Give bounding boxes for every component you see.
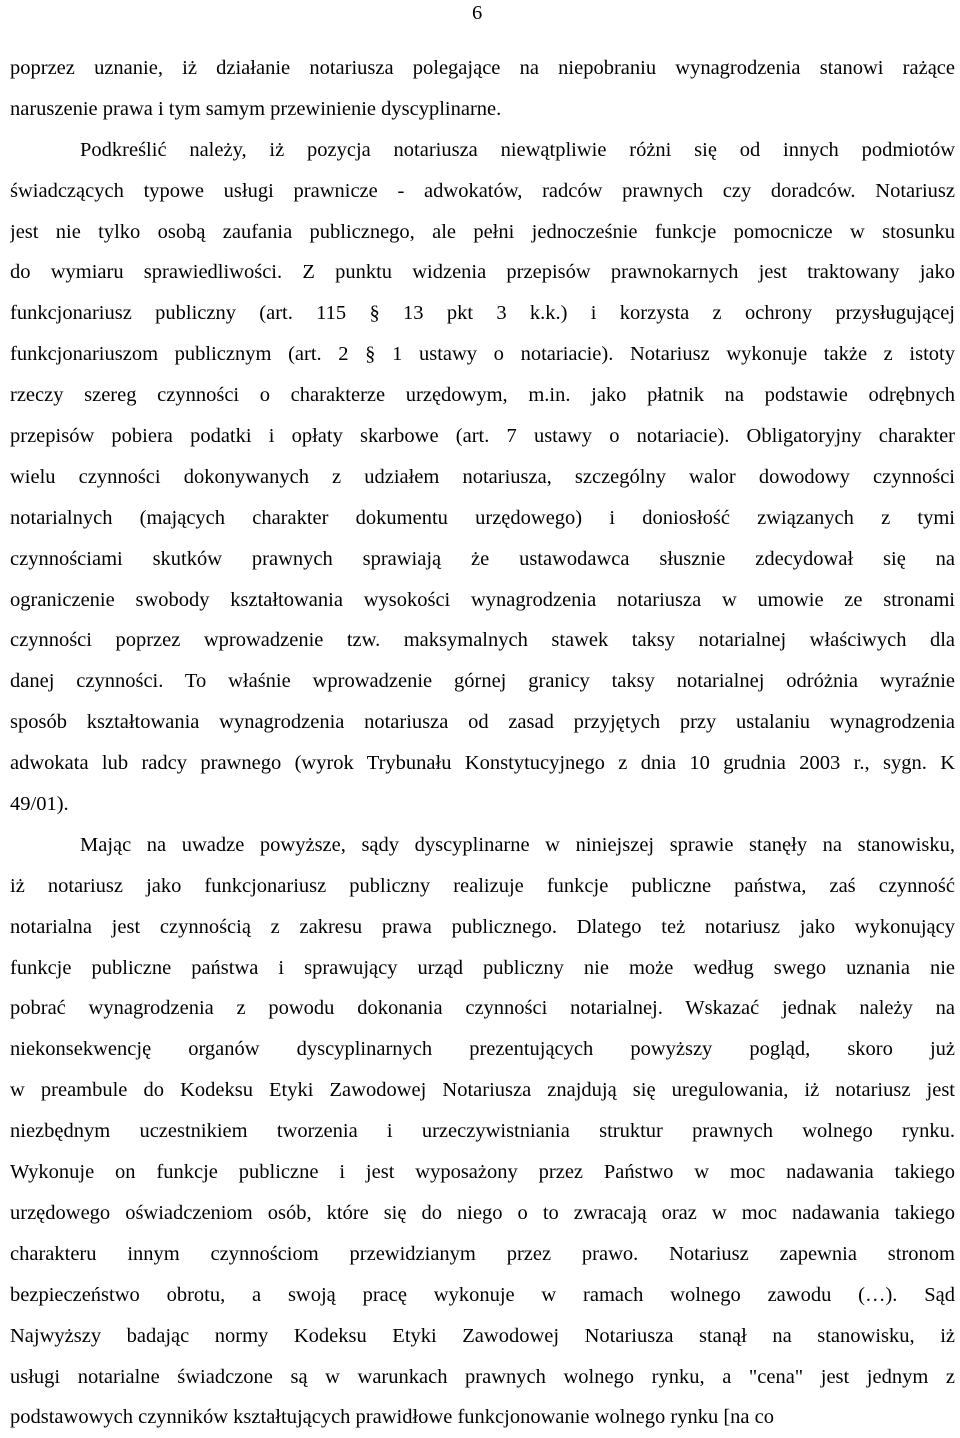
text-line: danej czynności. To właśnie wprowadzenie górnej granicy taksy notarialnej odróżnia wyraźnie: [10, 670, 955, 693]
text-line: rzeczy szereg czynności o charakterze urzędowym, m.in. jako płatnik na podstawie odrębnych: [10, 384, 955, 407]
text-line: świadczących typowe usługi prawnicze - adwokatów, radców prawnych czy doradców. Notariusz: [10, 179, 955, 202]
text-line: charakteru innym czynnościom przewidzianym przez prawo. Notariusz zapewnia stronom: [10, 1242, 955, 1265]
paragraph: [10, 825, 955, 1438]
page-number: 6: [472, 2, 483, 24]
text-line: czynności poprzez wprowadzenie tzw. maksymalnych stawek taksy notarialnej właściwych dla: [10, 629, 955, 652]
text-line: pobrać wynagrodzenia z powodu dokonania czynności notarialnej. Wskazać jednak należy na: [10, 997, 955, 1020]
text-line: Wykonuje on funkcje publiczne i jest wyposażony przez Państwo w moc nadawania takiego: [10, 1161, 955, 1184]
text-line: iż notariusz jako funkcjonariusz publiczny realizuje funkcje publiczne państwa, zaś czynność: [10, 874, 955, 897]
text-line: Najwyższy badając normy Kodeksu Etyki Zawodowej Notariusza stanął na stanowisku, iż: [10, 1324, 955, 1347]
document-body: [10, 48, 955, 1438]
text-line: naruszenie prawa i tym samym przewinienie dyscyplinarne.: [10, 97, 502, 120]
text-line: funkcjonariuszom publicznym (art. 2 § 1 ustawy o notariacie). Notariusz wykonuje także z istoty: [10, 343, 955, 366]
text-line: wielu czynności dokonywanych z udziałem notariusza, szczególny walor dowodowy czynności: [10, 465, 955, 488]
text-line: 49/01).: [10, 793, 69, 816]
text-line: czynnościami skutków prawnych sprawiają że ustawodawca słusznie zdecydował się na: [10, 547, 955, 570]
text-line: w preambule do Kodeksu Etyki Zawodowej Notariusza znajdują się uregulowania, iż notariusz jest: [10, 1079, 955, 1102]
text-line: poprzez uznanie, iż działanie notariusza polegające na niepobraniu wynagrodzenia stanowi rażące: [10, 57, 955, 79]
text-line: przepisów pobiera podatki i opłaty skarbowe (art. 7 ustawy o notariacie). Obligatoryjny charakter: [10, 425, 955, 448]
text-line: ograniczenie swobody kształtowania wysokości wynagrodzenia notariusza w umowie ze stronami: [10, 588, 955, 611]
text-line: adwokata lub radcy prawnego (wyrok Trybunału Konstytucyjnego z dnia 10 grudnia 2003 r., sygn. K: [10, 752, 955, 775]
text-line: notarialnych (mających charakter dokumentu urzędowego) i doniosłość związanych z tymi: [10, 506, 955, 529]
paragraph: [10, 130, 955, 825]
text-line: jest nie tylko osobą zaufania publicznego, ale pełni jednocześnie funkcje pomocnicze w stosunku: [10, 220, 955, 243]
text-line: niekonsekwencję organów dyscyplinarnych prezentujących powyższy pogląd, skoro już: [10, 1038, 955, 1061]
text-line: bezpieczeństwo obrotu, a swoją pracę wykonuje w ramach wolnego zawodu (…). Sąd: [10, 1283, 955, 1306]
paragraph: [10, 48, 955, 130]
text-line: usługi notarialne świadczone są w warunkach prawnych wolnego rynku, a "cena" jest jednym z: [10, 1365, 955, 1388]
text-line: sposób kształtowania wynagrodzenia notariusza od zasad przyjętych przy ustalaniu wynagrodzenia: [10, 711, 955, 734]
text-line: funkcjonariusz publiczny (art. 115 § 13 pkt 3 k.k.) i korzysta z ochrony przysługującej: [10, 302, 955, 325]
text-line: Mając na uwadze powyższe, sądy dyscyplinarne w niniejszej sprawie stanęły na stanowisku,: [80, 833, 955, 856]
text-line: urzędowego oświadczeniom osób, które się do niego o to zwracają oraz w moc nadawania takiego: [10, 1201, 955, 1224]
text-line: niezbędnym uczestnikiem tworzenia i urzeczywistniania struktur prawnych wolnego rynku.: [10, 1120, 955, 1143]
text-line: Podkreślić należy, iż pozycja notariusza niewątpliwie różni się od innych podmiotów: [80, 138, 955, 161]
text-line: podstawowych czynników kształtujących prawidłowe funkcjonowanie wolnego rynku [na co: [10, 1406, 774, 1429]
text-line: do wymiaru sprawiedliwości. Z punktu widzenia przepisów prawnokarnych jest traktowany jako: [10, 261, 955, 284]
text-line: notarialna jest czynnością z zakresu prawa publicznego. Dlatego też notariusz jako wykonujący: [10, 915, 955, 938]
text-line: funkcje publiczne państwa i sprawujący urząd publiczny nie może według swego uznania nie: [10, 956, 955, 979]
